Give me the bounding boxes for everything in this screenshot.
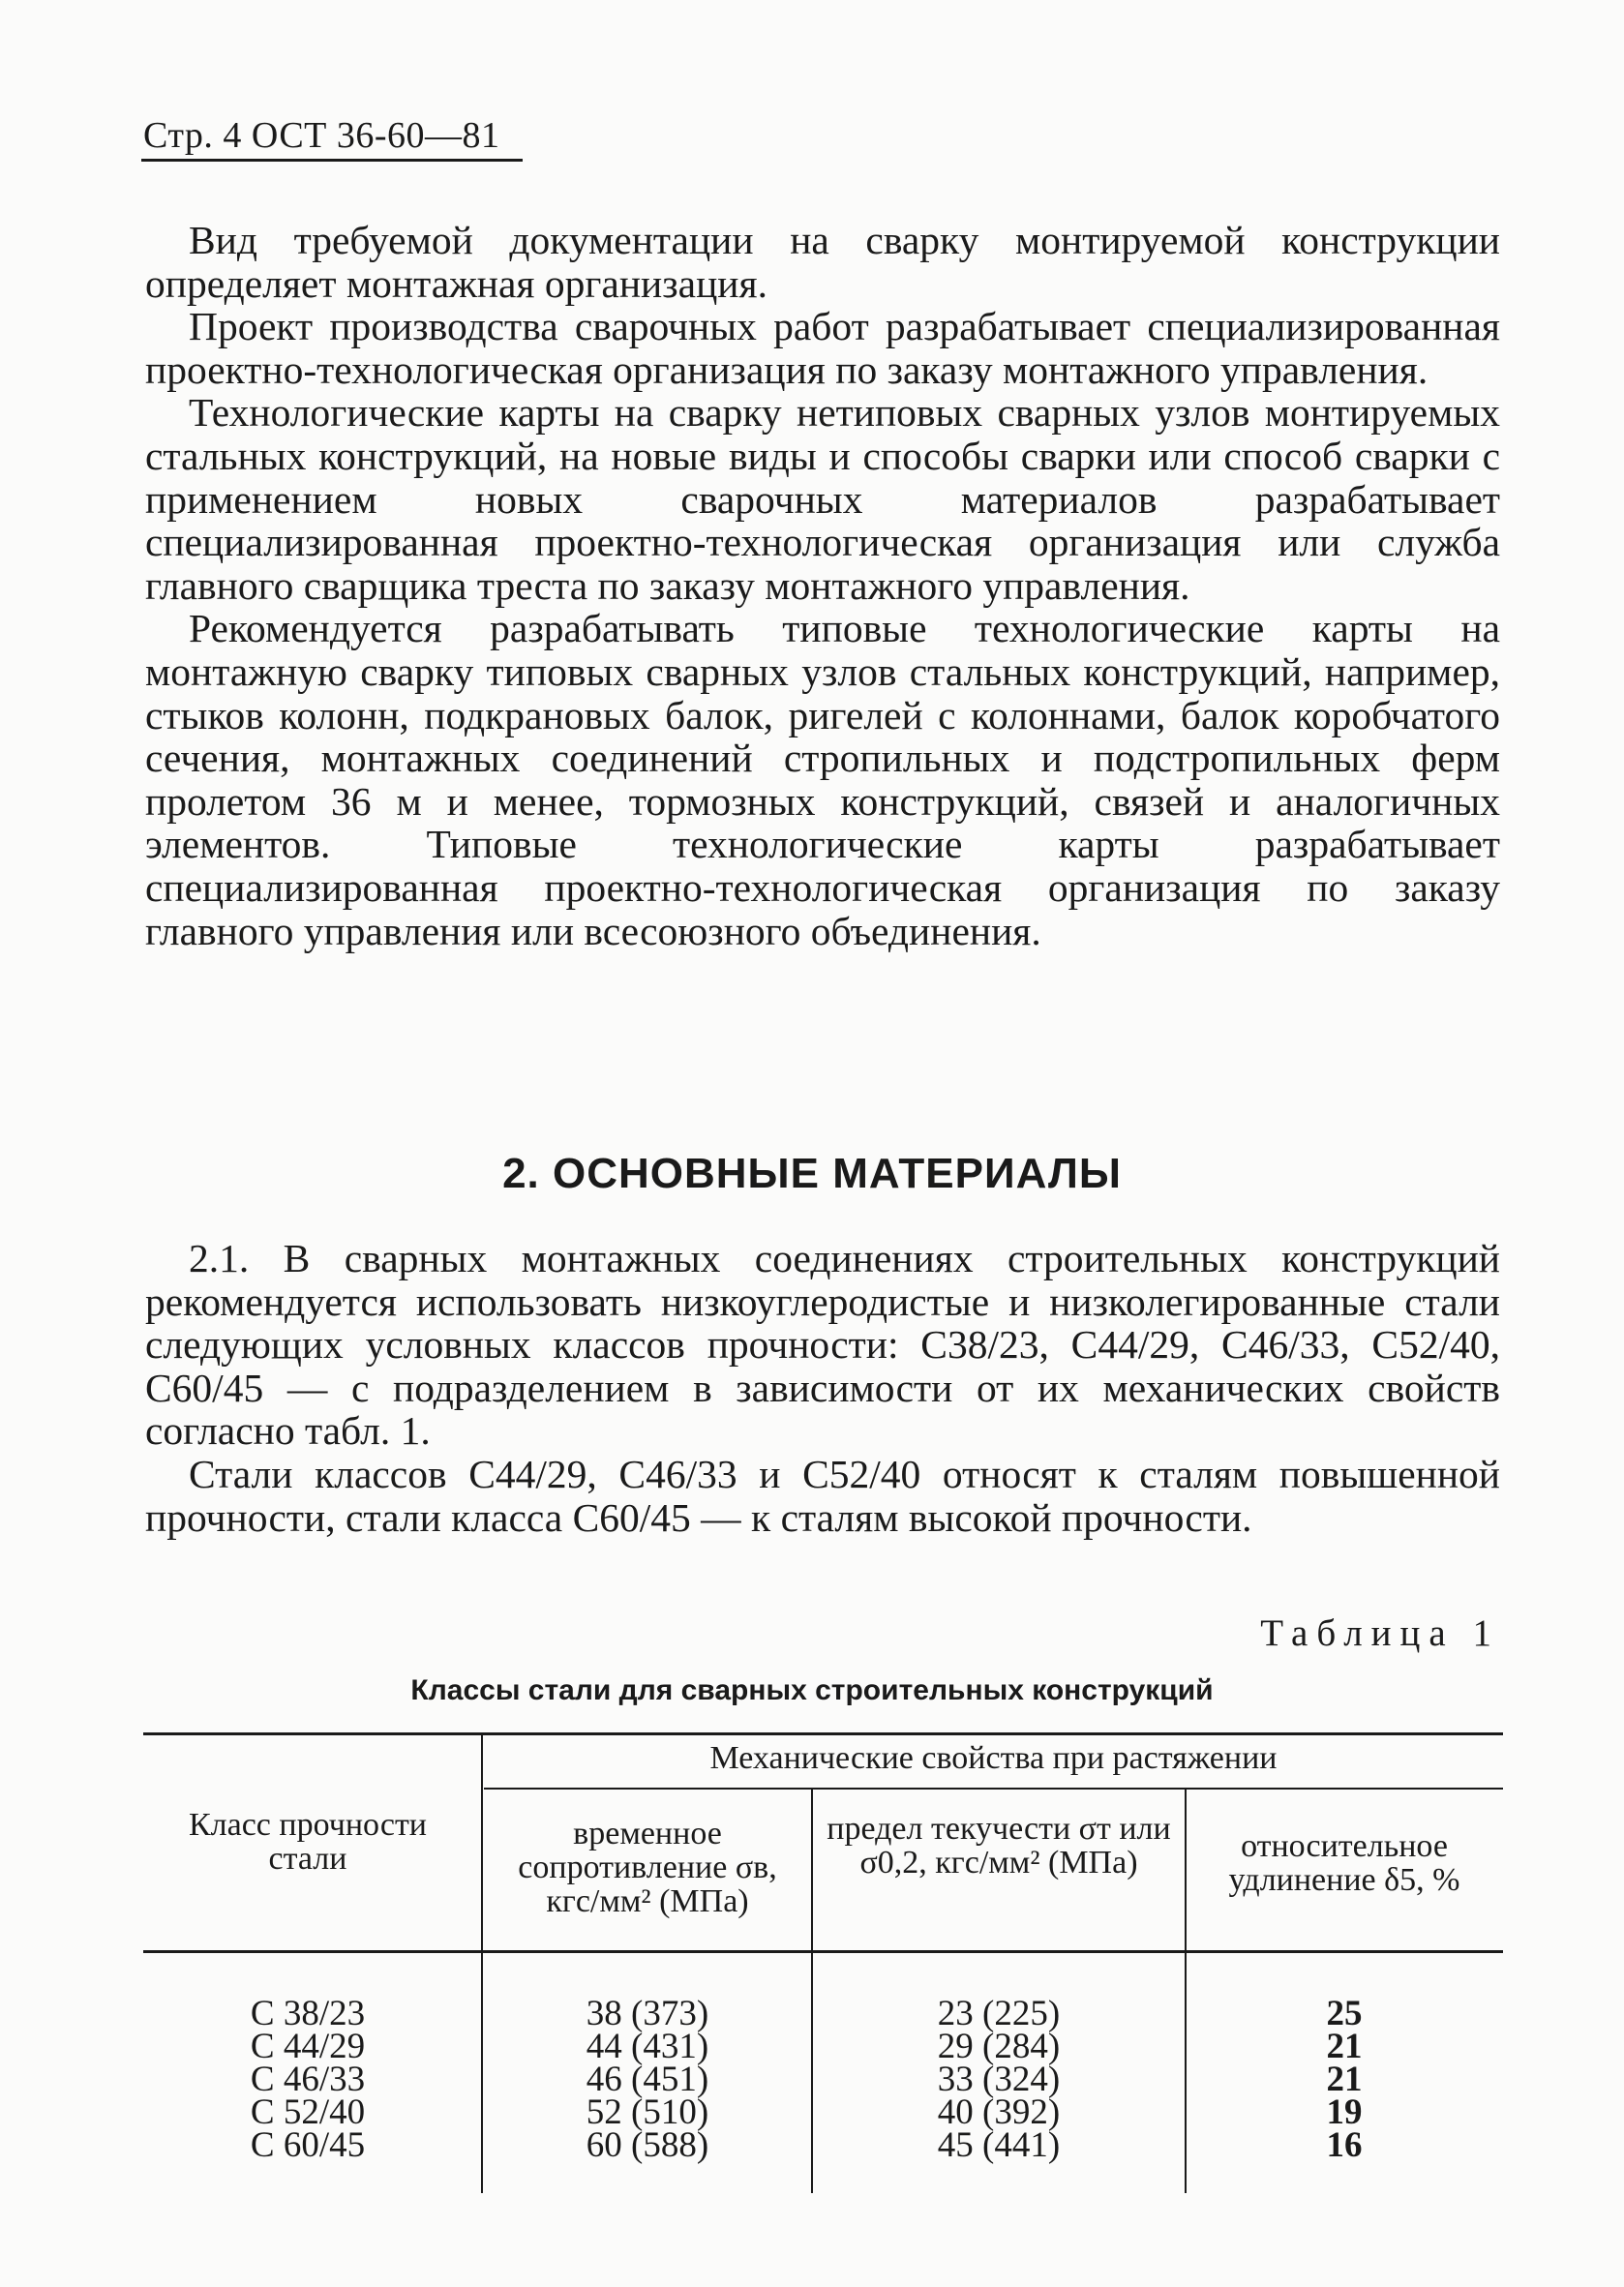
table-cell: С 38/23: [250, 1994, 366, 2033]
table-cell: 45 (441): [937, 2125, 1061, 2165]
table-cell: 46 (451): [586, 2060, 709, 2099]
column-header-elongation: относительное удлинение δ5, %: [1228, 1828, 1460, 1898]
table-cell: 33 (324): [937, 2060, 1061, 2099]
group-header: Механические свойства при растяжении: [709, 1740, 1278, 1776]
table-cell: 29 (284): [937, 2027, 1061, 2066]
column-header-yield: предел текучести σт или σ0,2, кгс/мм² (МПа): [827, 1811, 1171, 1881]
paragraph: Стали классов С44/29, С46/33 и С52/40 относят к сталям повышенной прочности, стали класса С60/45 — к сталям высокой прочности.: [145, 1451, 1500, 1540]
table-top-rule: [143, 1732, 1503, 1735]
page-header: Стр. 4 ОСТ 36-60—81: [143, 115, 500, 156]
paragraph: Технологические карты на сварку нетиповых сварных узлов монтируемых стальных конструкций, на новые виды и способы сварки или способ сварки с применением новых сварочных материалов разрабатывает специализированная проектно-технологическая организация или служба главного сварщика треста по заказу монтажного управления.: [145, 390, 1500, 608]
tensile-column: [496, 1994, 799, 2165]
table-cell: С 52/40: [250, 2092, 366, 2132]
table-cell: 40 (392): [937, 2092, 1061, 2132]
paragraph: Проект производства сварочных работ разрабатывает специализированная проектно-технологическая организация по заказу монтажного управления.: [145, 304, 1500, 392]
elongation-column: [1196, 1994, 1492, 2165]
table-cell: 16: [1326, 2125, 1363, 2165]
section-heading: 2. ОСНОВНЫЕ МАТЕРИАЛЫ: [502, 1150, 1122, 1197]
section1-text: [145, 219, 1500, 952]
yield-column: [825, 1994, 1173, 2165]
table-cell: С 60/45: [250, 2125, 366, 2165]
paragraph: Рекомендуется разрабатывать типовые технологические карты на монтажную сварку типовых сварных узлов стальных конструкций, например, стыков колонн, подкрановых балок, ригелей с колоннами, балок коробчатого сечения, монтажных соединений стропильных и подстропильных ферм пролетом 36 м и менее, тормозных конструкций, связей и аналогичных элементов. Типовые технологические карты разрабатывает специализированная проектно-технологическая организация по заказу главного управления или всесоюзного объединения.: [145, 606, 1500, 953]
class-column: [163, 1994, 453, 2165]
column-header-class: Класс прочности стали: [188, 1807, 428, 1877]
table-cell: 25: [1326, 1994, 1363, 2033]
section2-text: [145, 1237, 1500, 1539]
column-divider: [811, 1789, 813, 2193]
table-cell: 21: [1326, 2060, 1363, 2099]
table-cell: 52 (510): [586, 2092, 709, 2132]
table-cell: С 46/33: [250, 2060, 366, 2099]
paragraph: Вид требуемой документации на сварку монтируемой конструкции определяет монтажная организация.: [145, 218, 1500, 306]
table-cell: 38 (373): [586, 1994, 709, 2033]
table-cell: 21: [1326, 2027, 1363, 2066]
table-caption: Классы стали для сварных строительных конструкций: [410, 1674, 1214, 1706]
column-divider: [1185, 1789, 1187, 2193]
table-cell: 23 (225): [937, 1994, 1061, 2033]
table-number: Таблица 1: [1260, 1612, 1500, 1654]
table-cell: 19: [1326, 2092, 1363, 2132]
column-divider: [481, 1734, 483, 2193]
table-cell: 44 (431): [586, 2027, 709, 2066]
paragraph: 2.1. В сварных монтажных соединениях строительных конструкций рекомендуется использовать низкоуглеродистые и низколегированные стали следующих условных классов прочности: С38/23, С44/29, С46/33, С52/40, С60/45 — с подразделением в зависимости от их механических свойств согласно табл. 1.: [145, 1236, 1500, 1454]
group-header-rule: [484, 1788, 1503, 1790]
header-underline: [141, 159, 523, 162]
table-cell: 60 (588): [586, 2125, 709, 2165]
header-bottom-rule: [143, 1950, 1503, 1953]
column-header-tensile: временное сопротивление σв, кгс/мм² (МПа): [518, 1816, 777, 1919]
table-cell: С 44/29: [250, 2027, 366, 2066]
